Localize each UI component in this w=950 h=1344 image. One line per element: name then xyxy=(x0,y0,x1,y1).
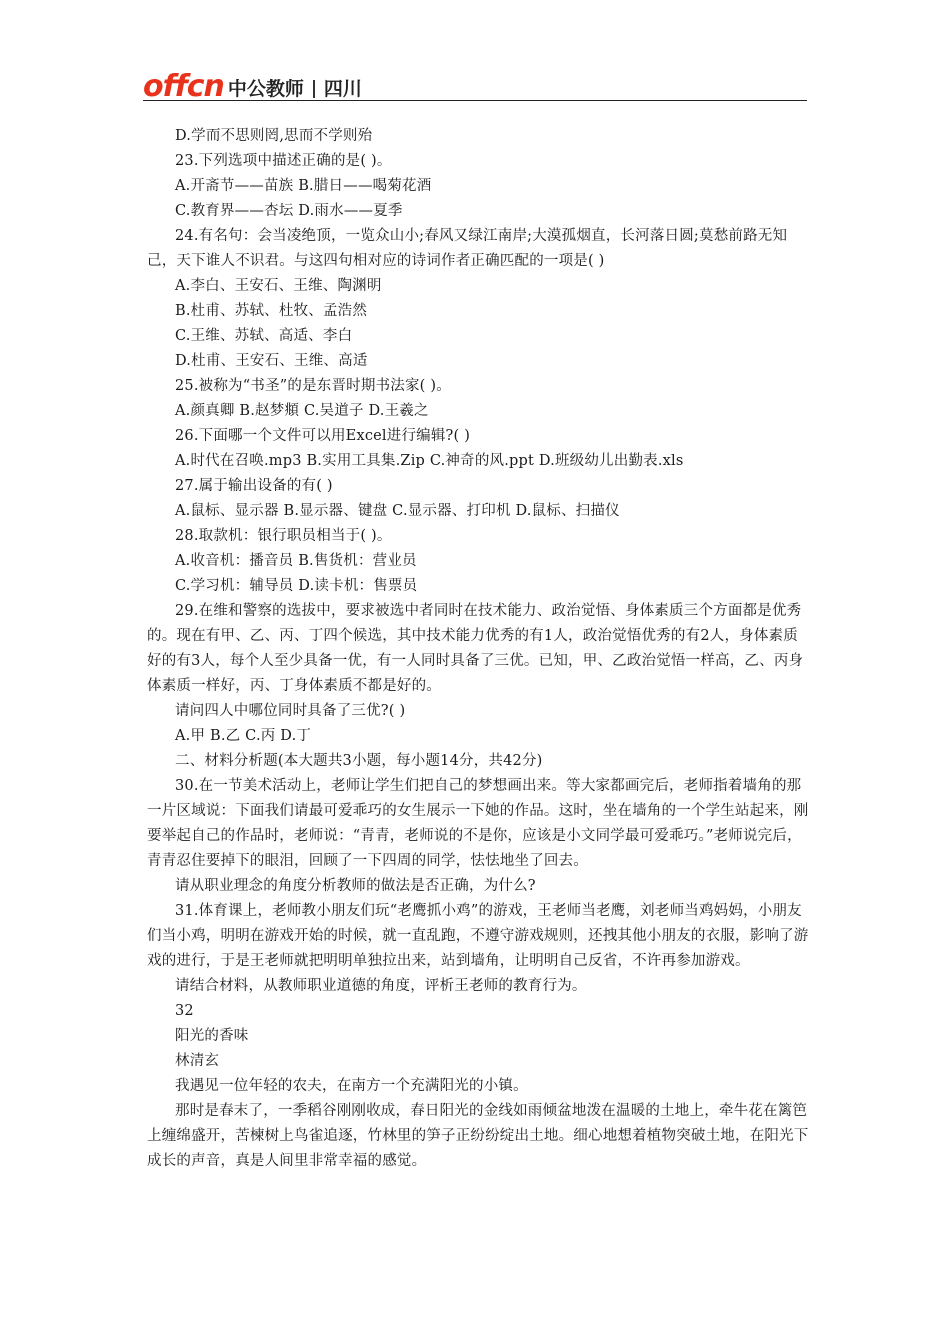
essay-paragraph: 那时是春末了，一季稻谷刚刚收成，春日阳光的金线如雨倾盆地泼在温暖的土地上，牵牛花在篱笆上缠绵盛开，苦楝树上鸟雀追逐，竹林里的笋子正纷纷绽出土地。细心地想着植物突破土地，在阳光下成长的声音，真是人间里非常幸福的感觉。 xyxy=(147,1103,809,1169)
question-30: 30.在一节美术活动上，老师让学生们把自己的梦想画出来。等大家都画完后，老师指着墙角的那一片区域说：下面我们请最可爱乖巧的女生展示一下她的作品。这时，坐在墙角的一个学生站起来，刚要举起自己的作品时，老师说：“青青，老师说的不是你，应该是小文同学最可爱乖巧。”老师说完后，青青忍住要掉下的眼泪，回顾了一下四周的同学，怯怯地坐了回去。 xyxy=(147,778,809,869)
option-line: C.学习机：辅导员 D.读卡机：售票员 xyxy=(175,578,418,594)
document-body xyxy=(147,124,812,1174)
question-31: 31.体育课上，老师教小朋友们玩“老鹰抓小鸡”的游戏，王老师当老鹰，刘老师当鸡妈妈，小朋友们当小鸡，明明在游戏开始的时候，就一直乱跑，不遵守游戏规则，还拽其他小朋友的衣服，影响了游戏的进行，于是王老师就把明明单独拉出来，站到墙角，让明明自己反省，不许再参加游戏。 xyxy=(147,903,809,969)
logo-divider xyxy=(313,80,315,98)
question-26: 26.下面哪一个文件可以用Excel进行编辑?( ) xyxy=(175,428,471,444)
option-line: B.杜甫、苏轼、杜牧、孟浩然 xyxy=(175,303,368,319)
option-line: D.杜甫、王安石、王维、高适 xyxy=(175,353,368,369)
option-line: C.教育界——杏坛 D.雨水——夏季 xyxy=(175,203,403,219)
question-27: 27.属于输出设备的有( ) xyxy=(175,478,333,494)
offcn-logo xyxy=(143,70,362,102)
question-23: 23.下列选项中描述正确的是( )。 xyxy=(175,153,392,169)
option-line: A.时代在召唤.mp3 B.实用工具集.Zip C.神奇的风.ppt D.班级幼儿出勤表.xls xyxy=(175,453,684,469)
option-line: A.鼠标、显示器 B.显示器、键盘 C.显示器、打印机 D.鼠标、扫描仪 xyxy=(175,503,620,519)
option-line: A.甲 B.乙 C.丙 D.丁 xyxy=(175,728,312,744)
page-header xyxy=(143,70,807,102)
essay-title: 阳光的香味 xyxy=(175,1028,249,1044)
option-line: A.收音机：播音员 B.售货机：营业员 xyxy=(175,553,417,569)
question-31-prompt: 请结合材料，从教师职业道德的角度，评析王老师的教育行为。 xyxy=(175,978,587,994)
option-line: A.开斋节——苗族 B.腊日——喝菊花酒 xyxy=(175,178,432,194)
question-30-prompt: 请从职业理念的角度分析教师的做法是否正确，为什么? xyxy=(175,878,536,894)
option-line: C.王维、苏轼、高适、李白 xyxy=(175,328,353,344)
essay-author: 林清玄 xyxy=(175,1053,220,1069)
question-29-prompt: 请问四人中哪位同时具备了三优?( ) xyxy=(175,703,406,719)
question-32-number: 32 xyxy=(175,1003,194,1019)
section-heading: 二、材料分析题(本大题共3小题，每小题14分，共42分) xyxy=(175,753,543,769)
question-25: 25.被称为“书圣”的是东晋时期书法家( )。 xyxy=(175,378,451,394)
option-line: D.学而不思则罔,思而不学则殆 xyxy=(175,128,373,144)
option-line: A.颜真卿 B.赵梦頫 C.吴道子 D.王羲之 xyxy=(175,403,429,419)
option-line: A.李白、王安石、王维、陶渊明 xyxy=(175,278,382,294)
header-rule xyxy=(143,100,807,101)
logo-chinese-name: 中公教师 xyxy=(227,78,304,100)
logo-region: 四川 xyxy=(323,78,362,100)
question-24: 24.有名句：会当凌绝顶，一览众山小;春风又绿江南岸;大漠孤烟直，长河落日圆;莫愁前路无知己，天下谁人不识君。与这四句相对应的诗词作者正确匹配的一项是( ) xyxy=(147,228,788,269)
logo-wordmark: offcn xyxy=(143,69,224,104)
essay-paragraph: 我遇见一位年轻的农夫，在南方一个充满阳光的小镇。 xyxy=(175,1078,528,1094)
question-28: 28.取款机：银行职员相当于( )。 xyxy=(175,528,392,544)
question-29: 29.在维和警察的选拔中，要求被选中者同时在技术能力、政治觉悟、身体素质三个方面都是优秀的。现在有甲、乙、丙、丁四个候选，其中技术能力优秀的有1人，政治觉悟优秀的有2人，身体素质好的有3人，每个人至少具备一优，有一人同时具备了三优。已知，甲、乙政治觉悟一样高，乙、丙身体素质一样好，丙、丁身体素质不都是好的。 xyxy=(147,603,804,694)
